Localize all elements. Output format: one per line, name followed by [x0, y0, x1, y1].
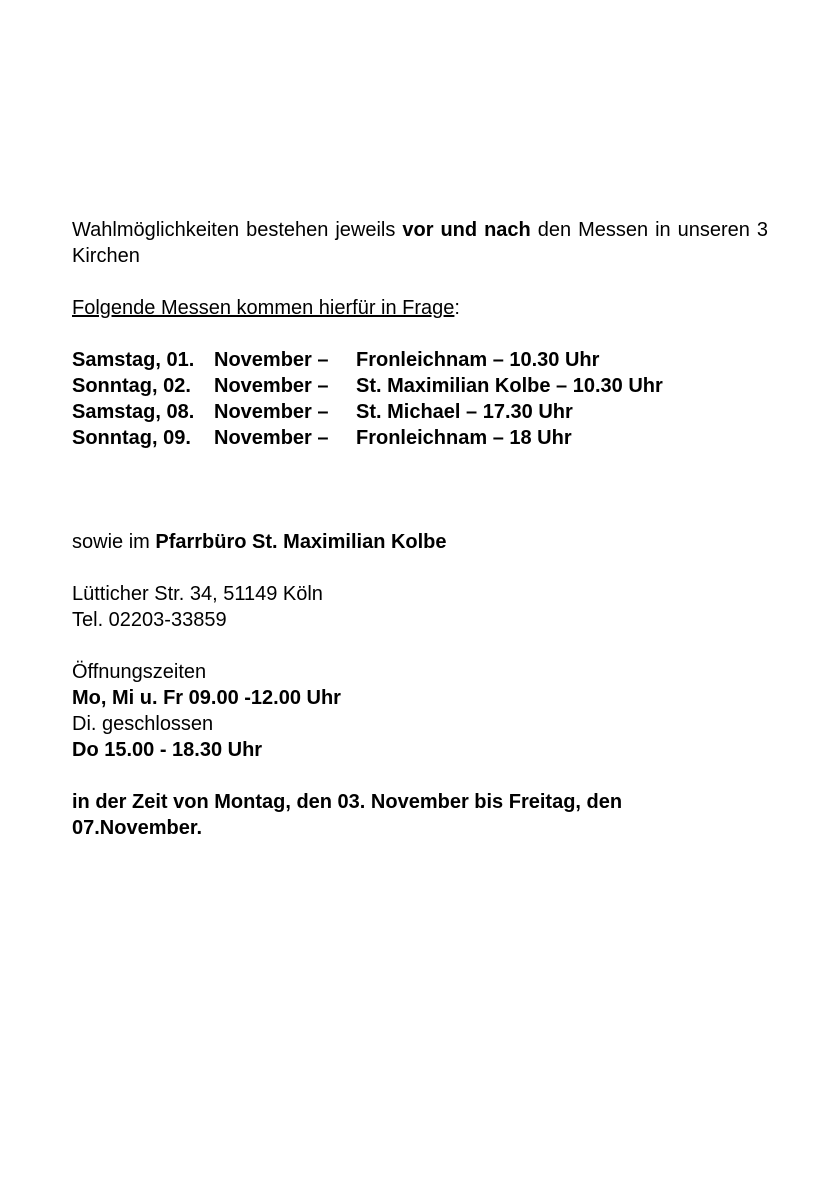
mass-row	[72, 347, 768, 373]
mass-church-time: Fronleichnam – 10.30 Uhr	[356, 349, 600, 371]
document-page	[72, 217, 768, 841]
hours-line-thu: Do 15.00 - 18.30 Uhr	[72, 739, 263, 761]
period-line-1: in der Zeit von Montag, den 03. November bis Freitag, den	[72, 791, 623, 813]
hours-line-mon-wed-fri: Mo, Mi u. Fr 09.00 -12.00 Uhr	[72, 687, 341, 709]
office-line	[72, 529, 768, 555]
period-line-2: 07.November.	[72, 817, 203, 839]
mass-month: November –	[214, 427, 329, 449]
mass-row	[72, 425, 768, 451]
mass-row	[72, 399, 768, 425]
mass-day: Samstag, 08.	[72, 401, 195, 423]
mass-month: November –	[214, 401, 329, 423]
masses-heading-text: Folgende Messen kommen hierfür in Frage	[72, 297, 455, 319]
hours-heading: Öffnungszeiten	[72, 661, 207, 683]
office-phone: Tel. 02203-33859	[72, 609, 227, 631]
mass-church-time: St. Michael – 17.30 Uhr	[356, 401, 573, 423]
mass-church-time: St. Maximilian Kolbe – 10.30 Uhr	[356, 375, 663, 397]
office-name: Pfarrbüro St. Maximilian Kolbe	[155, 531, 447, 553]
mass-month: November –	[214, 375, 329, 397]
masses-heading	[72, 295, 768, 321]
intro-emphasis: vor und nach	[402, 219, 531, 241]
mass-row	[72, 373, 768, 399]
masses-heading-colon: :	[454, 297, 460, 319]
mass-day: Sonntag, 02.	[72, 375, 191, 397]
mass-church-time: Fronleichnam – 18 Uhr	[356, 427, 572, 449]
intro-text-end: den Messen in unseren 3 Kirchen	[72, 219, 768, 267]
intro-text-start: Wahlmöglichkeiten bestehen jeweils	[72, 219, 403, 241]
office-address: Lütticher Str. 34, 51149 Köln	[72, 583, 323, 605]
office-prefix: sowie im	[72, 531, 156, 553]
mass-list	[72, 347, 768, 451]
mass-day: Samstag, 01.	[72, 349, 195, 371]
mass-month: November –	[214, 349, 329, 371]
hours-line-tue: Di. geschlossen	[72, 713, 214, 735]
mass-day: Sonntag, 09.	[72, 427, 191, 449]
intro-paragraph	[72, 217, 768, 269]
